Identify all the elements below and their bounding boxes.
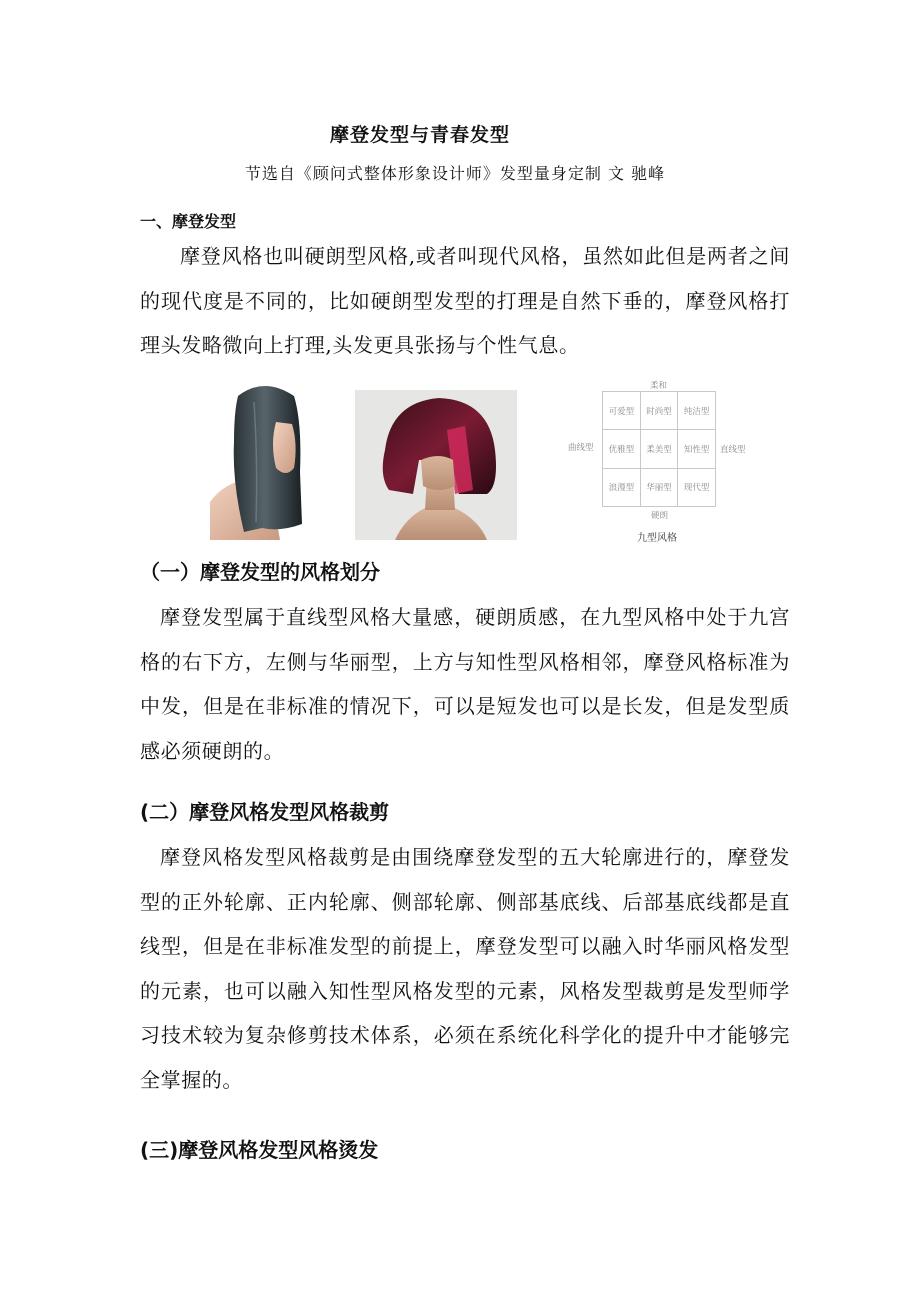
subsection-heading-cutting: (二）摩登风格发型风格裁剪 xyxy=(140,800,390,824)
nine-type-style-grid xyxy=(560,376,760,546)
subsection-heading-perm: (三)摩登风格发型风格烫发 xyxy=(140,1138,379,1162)
grid-cell: 纯洁型 xyxy=(678,392,716,430)
grid-cell: 浪漫型 xyxy=(603,469,641,507)
cutting-paragraph: 摩登风格发型风格裁剪是由围绕摩登发型的五大轮廓进行的，摩登发型的正外轮廓、正内轮廓、侧部轮廓、侧部基底线、后部基底线都是直线型，但是在非标准发型的前提上，摩登发型可以融入时华丽风格发型的元素，也可以融入知性型风格发型的元素，风格发型裁剪是发型师学习技术较为复杂修剪技术体系，必须在系统化科学化的提升中才能够完全掌握的。 xyxy=(140,845,790,1092)
long-straight-dark-hair-photo xyxy=(204,382,346,540)
grid-cell: 柔美型 xyxy=(641,430,679,468)
grid-caption: 九型风格 xyxy=(637,533,677,544)
subsection-heading-style-division: （一）摩登发型的风格划分 xyxy=(140,560,380,584)
grid-cell: 现代型 xyxy=(678,469,716,507)
section-heading-modern: 一、摩登发型 xyxy=(140,212,237,231)
grid-cell: 可爱型 xyxy=(603,392,641,430)
page-title: 摩登发型与青春发型 xyxy=(329,124,510,146)
axis-label-right: 直线型 xyxy=(720,445,746,455)
axis-label-left: 曲线型 xyxy=(568,443,594,453)
intro-paragraph: 摩登风格也叫硬朗型风格,或者叫现代风格，虽然如此但是两者之间的现代度是不同的，比如硬朗型发型的打理是自然下垂的，摩登风格打理头发略微向上打理,头发更具张扬与个性气息。 xyxy=(140,244,790,357)
red-bob-hair-photo xyxy=(355,390,517,540)
grid-cell: 优雅型 xyxy=(603,430,641,468)
style-grid xyxy=(602,391,716,507)
style-division-paragraph: 摩登发型属于直线型风格大量感，硬朗质感，在九型风格中处于九宫格的右下方，左侧与华丽型，上方与知性型风格相邻，摩登风格标准为中发，但是在非标准的情况下，可以是短发也可以是长发，但是发型质感必须硬朗的。 xyxy=(140,605,790,763)
grid-cell: 知性型 xyxy=(678,430,716,468)
axis-label-top: 柔和 xyxy=(650,381,668,391)
grid-cell: 时尚型 xyxy=(641,392,679,430)
page-subtitle: 节选自《顾问式整体形象设计师》发型量身定制 文 驰峰 xyxy=(244,164,666,183)
axis-label-bottom: 硬朗 xyxy=(651,511,669,521)
grid-cell: 华丽型 xyxy=(641,469,679,507)
